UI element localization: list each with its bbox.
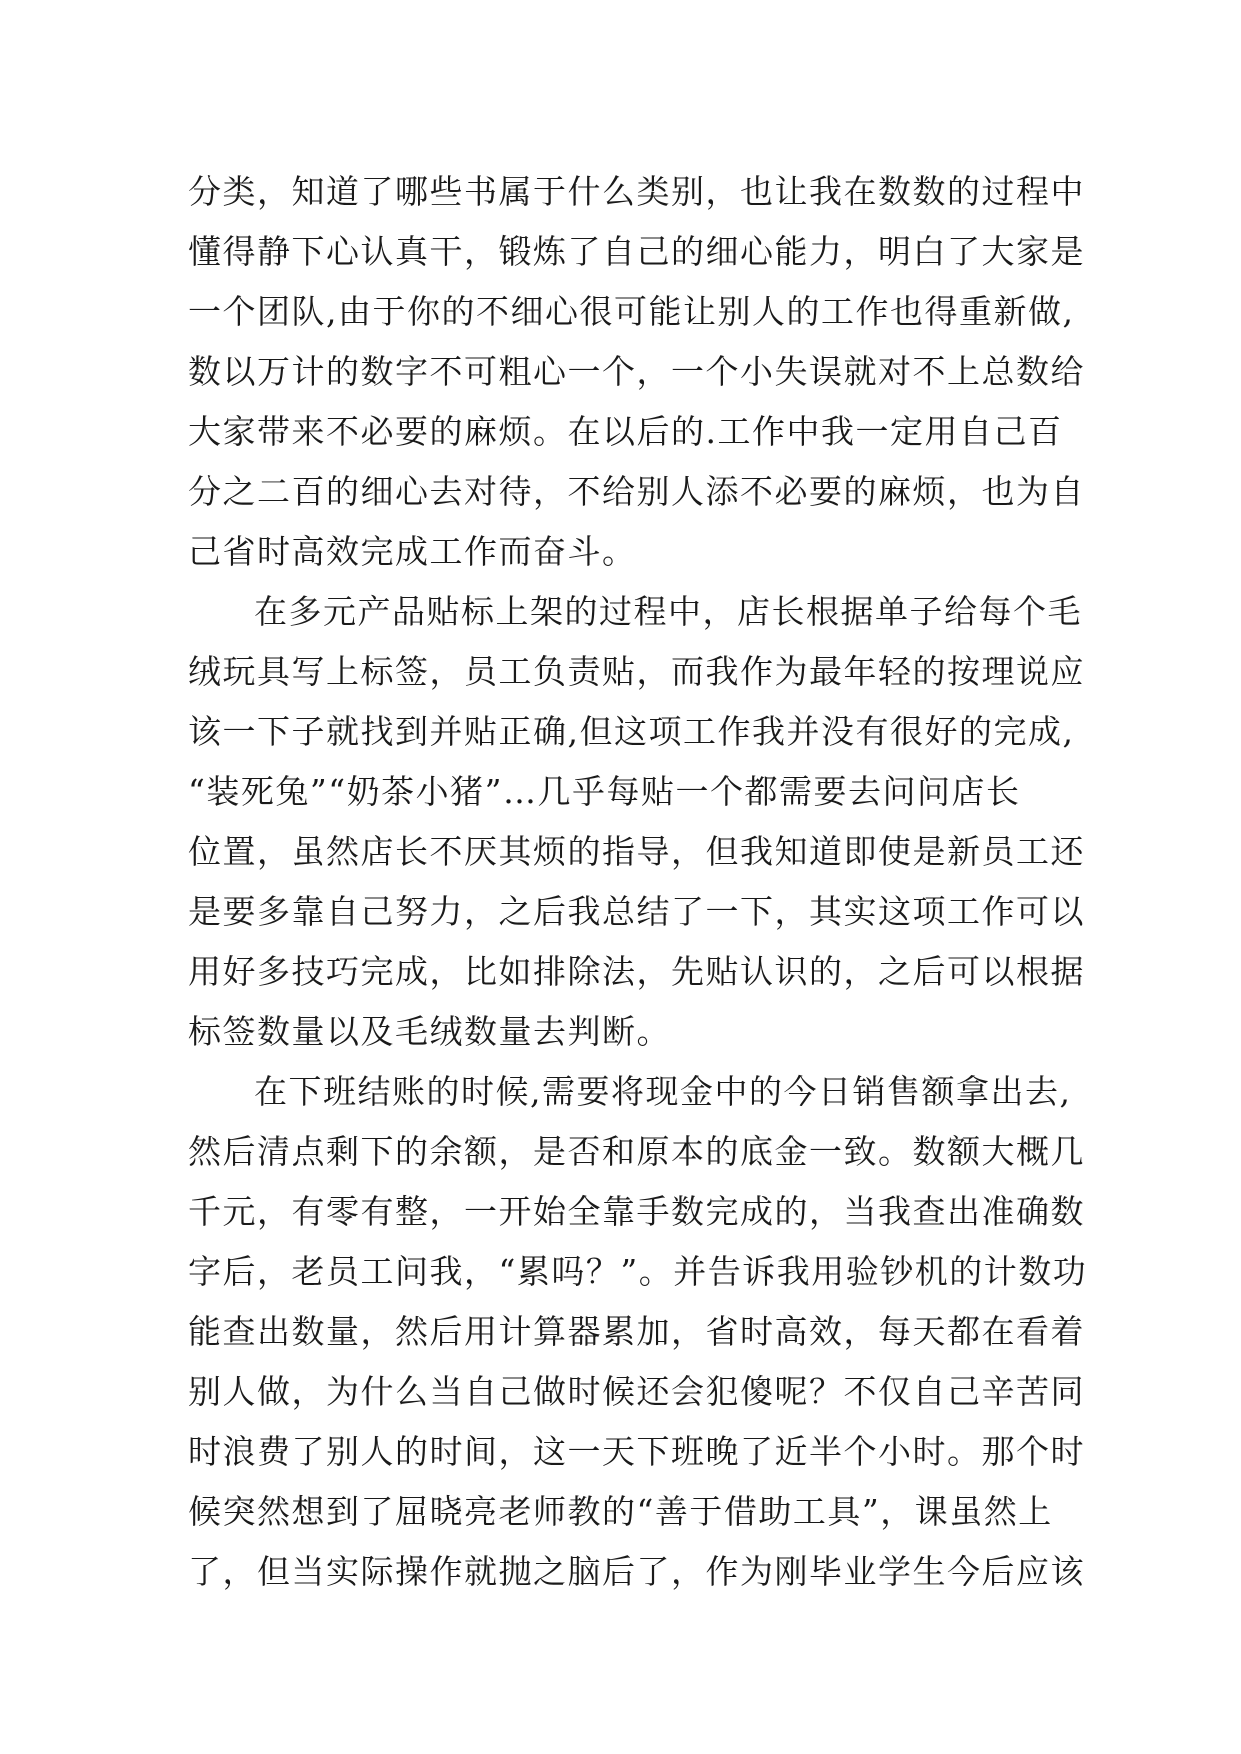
text-line: 大家带来不必要的麻烦。在以后的.工作中我一定用自己百 (188, 412, 1063, 451)
text-line: 别人做，为什么当自己做时候还会犯傻呢？不仅自己辛苦同 (188, 1372, 1085, 1411)
text-line: 能查出数量，然后用计算器累加，省时高效，每天都在看着 (188, 1312, 1085, 1351)
text-line: 懂得静下心认真干，锻炼了自己的细心能力，明白了大家是 (188, 232, 1085, 271)
text-line: 然后清点剩下的余额，是否和原本的底金一致。数额大概几 (188, 1132, 1085, 1171)
paragraph-start-line: 在下班结账的时候,需要将现金中的今日销售额拿出去, (254, 1072, 1072, 1111)
text-line: 数以万计的数字不可粗心一个，一个小失误就对不上总数给 (188, 352, 1085, 391)
text-line: 标签数量以及毛绒数量去判断。 (188, 1012, 671, 1051)
text-line: 位置，虽然店长不厌其烦的指导，但我知道即使是新员工还 (188, 832, 1085, 871)
text-line: 字后，老员工问我，“累吗？”。并告诉我用验钞机的计数功 (188, 1252, 1088, 1291)
body-text (188, 162, 1088, 1602)
text-line: “装死兔”“奶茶小猪”…几乎每贴一个都需要去问问店长 (188, 772, 1021, 811)
text-line: 一个团队,由于你的不细心很可能让别人的工作也得重新做, (188, 292, 1075, 331)
text-line: 了，但当实际操作就抛之脑后了，作为刚毕业学生今后应该 (188, 1552, 1085, 1591)
text-line: 是要多靠自己努力，之后我总结了一下，其实这项工作可以 (188, 892, 1085, 931)
text-line: 时浪费了别人的时间，这一天下班晚了近半个小时。那个时 (188, 1432, 1085, 1471)
text-line: 该一下子就找到并贴正确,但这项工作我并没有很好的完成, (188, 712, 1075, 751)
text-line: 分类，知道了哪些书属于什么类别，也让我在数数的过程中 (188, 172, 1085, 211)
text-line: 千元，有零有整，一开始全靠手数完成的，当我查出准确数 (188, 1192, 1085, 1231)
text-line: 分之二百的细心去对待，不给别人添不必要的麻烦，也为自 (188, 472, 1085, 511)
text-line: 绒玩具写上标签，员工负责贴，而我作为最年轻的按理说应 (188, 652, 1085, 691)
text-line: 用好多技巧完成，比如排除法，先贴认识的，之后可以根据 (188, 952, 1085, 991)
paragraph-start-line: 在多元产品贴标上架的过程中，店长根据单子给每个毛 (254, 592, 1082, 631)
text-line: 候突然想到了屈晓亮老师教的“善于借助工具”，课虽然上 (188, 1492, 1053, 1531)
text-line: 己省时高效完成工作而奋斗。 (188, 532, 637, 571)
